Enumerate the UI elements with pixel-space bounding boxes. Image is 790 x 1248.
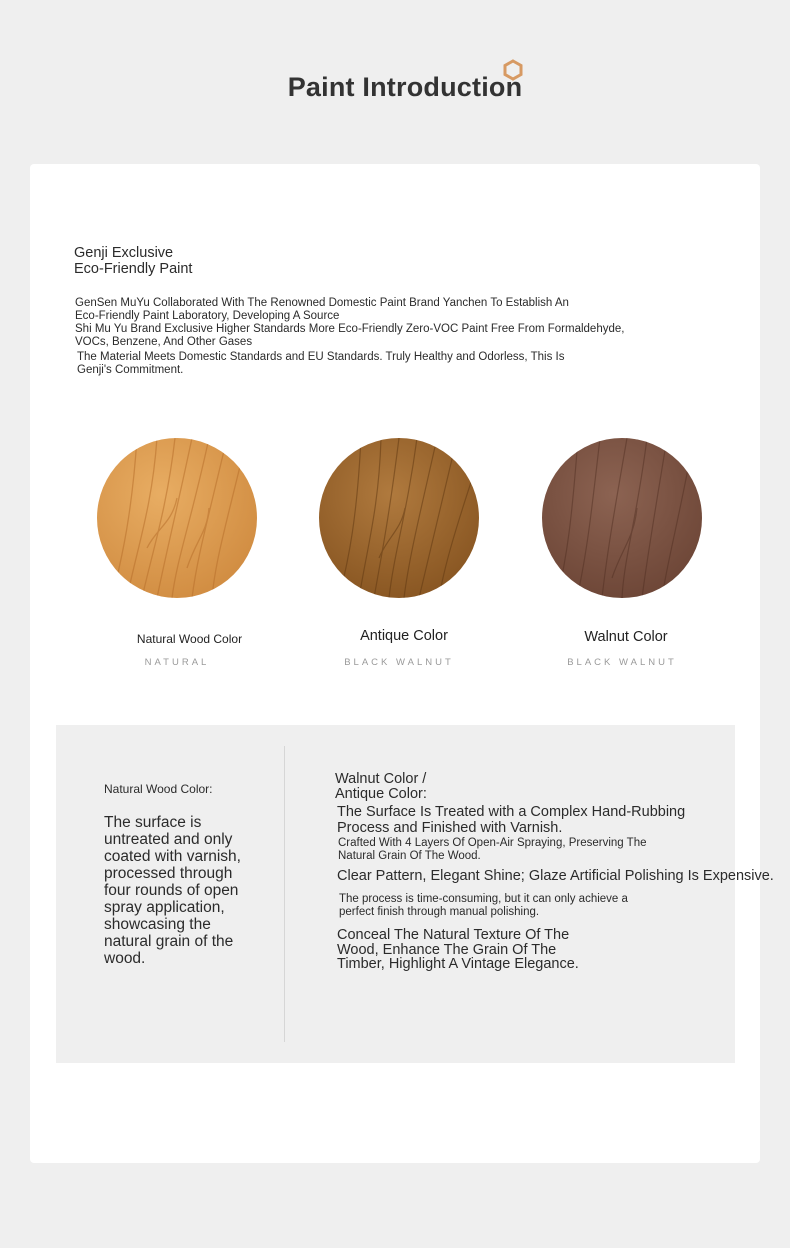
right-paragraph-2: Crafted With 4 Layers Of Open-Air Spraying, Preserving The Natural Grain Of The Wood. bbox=[338, 837, 647, 862]
details-divider bbox=[284, 746, 285, 1042]
right-heading: Walnut Color / Antique Color: bbox=[335, 771, 427, 802]
swatch-sub-walnut: BLACK WALNUT bbox=[567, 657, 677, 668]
walnut-swatch bbox=[542, 438, 702, 598]
swatch-label-walnut: Walnut Color bbox=[584, 629, 668, 645]
intro-paragraph-2: Shi Mu Yu Brand Exclusive Higher Standards More Eco-Friendly Zero-VOC Paint Free From Formaldehyde, VOCs, Benzene, And Other Gases bbox=[75, 323, 625, 348]
right-paragraph-4: The process is time-consuming, but it can only achieve a perfect finish through manual polishing. bbox=[339, 893, 628, 918]
natural-wood-swatch bbox=[97, 438, 257, 598]
swatch-sub-natural: NATURAL bbox=[144, 657, 210, 668]
antique-swatch bbox=[319, 438, 479, 598]
intro-paragraph-3: The Material Meets Domestic Standards and EU Standards. Truly Healthy and Odorless, This Is Genji's Commitment. bbox=[77, 351, 565, 376]
intro-heading: Genji Exclusive Eco-Friendly Paint bbox=[74, 245, 193, 277]
intro-paragraph-1: GenSen MuYu Collaborated With The Renowned Domestic Paint Brand Yanchen To Establish An Eco-Friendly Paint Laboratory, Developing A Source bbox=[75, 297, 569, 322]
swatch-label-antique: Antique Color bbox=[360, 628, 448, 644]
right-paragraph-1: The Surface Is Treated with a Complex Hand-Rubbing Process and Finished with Varnish. bbox=[337, 804, 686, 836]
right-paragraph-3: Clear Pattern, Elegant Shine; Glaze Artificial Polishing Is Expensive. bbox=[337, 868, 774, 884]
right-paragraph-5: Conceal The Natural Texture Of The Wood, Enhance The Grain Of The Timber, Highlight A Vintage Elegance. bbox=[337, 927, 579, 972]
page-title: Paint Introduction bbox=[287, 72, 523, 102]
left-heading: Natural Wood Color: bbox=[104, 782, 213, 796]
left-body: The surface is untreated and only coated with varnish, processed through four rounds of open spray application, showcasing the natural grain of the wood. bbox=[104, 814, 241, 967]
swatch-label-natural: Natural Wood Color bbox=[136, 632, 243, 646]
swatch-sub-antique: BLACK WALNUT bbox=[344, 657, 454, 668]
hexagon-icon bbox=[502, 59, 524, 81]
